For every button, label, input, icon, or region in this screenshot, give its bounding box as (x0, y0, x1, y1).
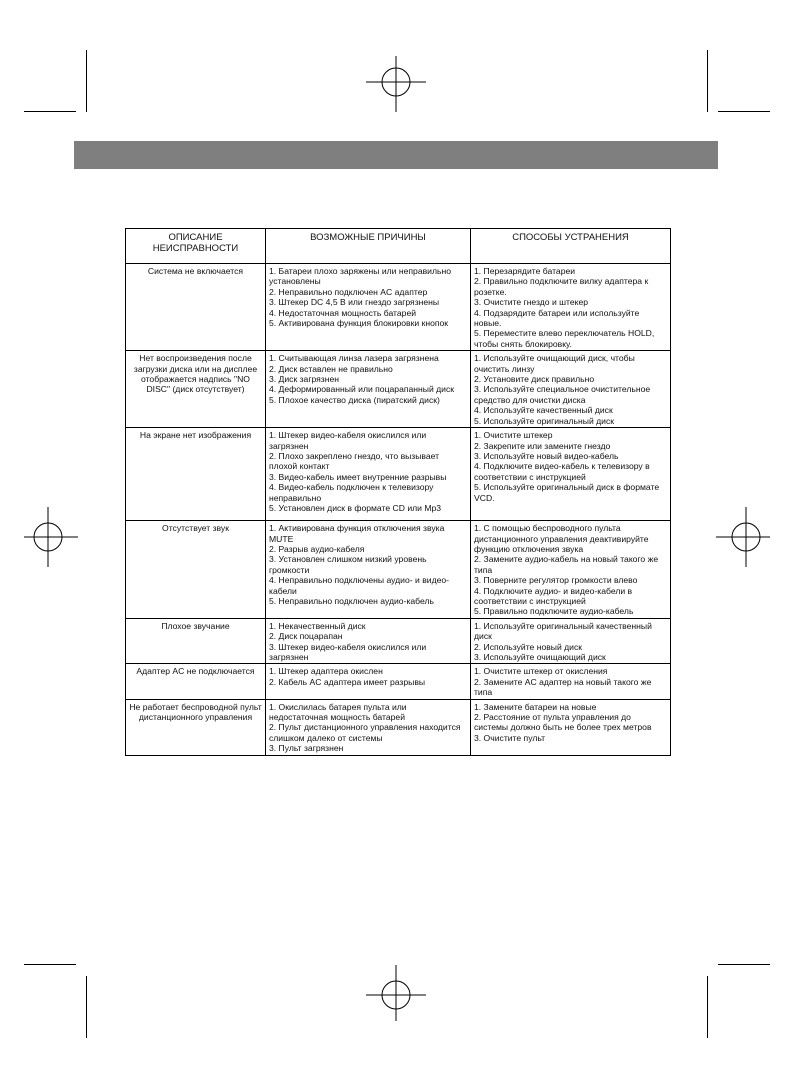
list-item: 5. Правильно подключите аудио-кабель (474, 606, 634, 617)
list-item: 1. С помощью беспроводного пульта дистанционного управления деактивируйте функцию отключения звука (474, 523, 649, 554)
table-row (126, 664, 671, 699)
solutions-cell (471, 521, 671, 619)
causes-list (269, 621, 467, 663)
solutions-list (474, 621, 667, 663)
causes-list (269, 353, 467, 405)
list-item: 3. Поверните регулятор громкости влево (474, 575, 638, 586)
solutions-list (474, 430, 667, 503)
causes-cell (266, 699, 471, 755)
solutions-list (474, 523, 667, 617)
crop-mark (707, 976, 708, 1038)
list-item: 2. Закрепите или замените гнездо (474, 440, 611, 451)
solutions-list (474, 353, 667, 426)
list-item: 1. Очистите штекер от окисления (474, 666, 608, 677)
solutions-cell (471, 699, 671, 755)
list-item: 2. Диск поцарапан (269, 631, 343, 642)
causes-list (269, 266, 467, 328)
list-item: 1. Используйте оригинальный качественный диск (474, 620, 652, 642)
list-item: 4. Подключите видео-кабель к телевизору в соответствии с инструкцией (474, 461, 650, 482)
causes-list (269, 523, 467, 606)
list-item: 2. Плохо закреплено гнездо, что вызывает плохой контакт (269, 450, 440, 472)
causes-cell (266, 521, 471, 619)
troubleshooting-table (125, 228, 671, 756)
list-item: 2. Правильно подключите вилку адаптера к розетке. (474, 276, 649, 297)
causes-cell (266, 664, 471, 699)
registration-mark-bottom (366, 965, 426, 1025)
problem-cell: Нет воспроизведения после загрузки диска или на дисплее отображается надпись "NO DISC" (диск отсутствует) (126, 351, 266, 428)
table-row (126, 521, 671, 619)
list-item: 4. Подключите аудио- и видео-кабели в соответствии с инструкцией (474, 585, 633, 606)
list-item: 4. Деформированный или поцарапанный диск (269, 384, 455, 395)
list-item: 5. Используйте оригинальный диск в формате VCD. (474, 482, 660, 503)
table-body (126, 264, 671, 756)
list-item: 2. Пульт дистанционного управления находится слишком далеко от системы (269, 722, 461, 743)
list-item: 1. Активирована функция отключения звука MUTE (269, 523, 445, 544)
solutions-cell (471, 428, 671, 521)
problem-cell: Адаптер AC не подключается (126, 664, 266, 699)
table-row (126, 618, 671, 664)
causes-cell (266, 618, 471, 664)
table-row (126, 699, 671, 755)
problem-cell: Система не включается (126, 264, 266, 351)
problem-cell: Не работает беспроводной пульт дистанционного управления (126, 699, 266, 755)
solutions-cell (471, 618, 671, 664)
list-item: 3. Очистите пульт (474, 732, 546, 743)
list-item: 2. Установите диск правильно (474, 374, 595, 385)
list-item: 4. Используйте качественный диск (474, 405, 613, 416)
list-item: 2. Используйте новый диск (474, 641, 583, 652)
list-item: 5. Переместите влево переключатель HOLD, чтобы снять блокировку. (474, 328, 655, 349)
table-row (126, 428, 671, 521)
list-item: 3. Штекер DC 4,5 В или гнездо загрязнены (269, 297, 440, 308)
list-item: 1. Замените батареи на новые (474, 701, 597, 712)
list-item: 3. Диск загрязнен (269, 374, 340, 385)
list-item: 3. Используйте очищающий диск (474, 651, 606, 662)
crop-mark (24, 111, 76, 112)
crop-mark (707, 50, 708, 112)
list-item: 5. Плохое качество диска (пиратский диск) (269, 394, 440, 405)
list-item: 5. Неправильно подключен аудио-кабель (269, 595, 434, 606)
list-item: 1. Перезарядите батареи (474, 266, 576, 276)
list-item: 5. Активирована функция блокировки кнопок (269, 318, 449, 329)
crop-mark (86, 976, 87, 1038)
solutions-cell (471, 351, 671, 428)
list-item: 4. Неправильно подключены аудио- и видео-кабели (269, 575, 450, 596)
list-item: 1. Батареи плохо заряжены или неправильно установлены (269, 266, 451, 287)
list-item: 3. Очистите гнездо и штекер (474, 297, 589, 308)
problem-cell: Отсутствует звук (126, 521, 266, 619)
crop-mark (24, 964, 76, 965)
list-item: 2. Замените AC адаптер на новый такого же типа (474, 676, 652, 698)
list-item: 3. Пульт загрязнен (269, 743, 344, 754)
list-item: 5. Используйте оригинальный диск (474, 415, 615, 426)
list-item: 1. Окислилась батарея пульта или недостаточная мощность батарей (269, 701, 407, 722)
registration-mark-right (716, 507, 776, 567)
registration-mark-top (366, 52, 426, 112)
solutions-list (474, 702, 667, 744)
problem-cell: Плохое звучание (126, 618, 266, 664)
list-item: 4. Недостаточная мощность батарей (269, 307, 417, 318)
table-row (126, 264, 671, 351)
list-item: 2. Кабель AC адаптера имеет разрывы (269, 676, 426, 687)
list-item: 2. Замените аудио-кабель на новый такого же типа (474, 554, 659, 575)
list-item: 3. Штекер видео-кабеля окислился или загрязнен (269, 641, 427, 662)
causes-list (269, 430, 467, 513)
solutions-cell (471, 264, 671, 351)
causes-cell (266, 428, 471, 521)
section-header-bar (74, 141, 718, 169)
list-item: 1. Считывающая линза лазера загрязнена (269, 353, 439, 364)
crop-mark (86, 50, 87, 112)
registration-mark-left (18, 507, 78, 567)
table-row (126, 351, 671, 428)
causes-cell (266, 351, 471, 428)
list-item: 4. Видео-кабель подключен к телевизору неправильно (269, 482, 434, 503)
list-item: 3. Используйте новый видео-кабель (474, 450, 619, 461)
list-item: 3. Используйте специальное очистительное средство для очистки диска (474, 384, 651, 405)
causes-list (269, 666, 467, 687)
list-item: 1. Некачественный диск (269, 620, 366, 631)
list-item: 1. Штекер адаптера окислен (269, 666, 383, 677)
causes-cell (266, 264, 471, 351)
crop-mark (718, 964, 770, 965)
list-item: 3. Установлен слишком низкий уровень громкости (269, 554, 427, 575)
causes-list (269, 702, 467, 754)
solutions-cell (471, 664, 671, 699)
solutions-list (474, 666, 667, 697)
list-item: 5. Установлен диск в формате CD или Mp3 (269, 502, 442, 513)
list-item: 2. Расстояние от пульта управления до системы должно быть не более трех метров (474, 712, 652, 733)
list-item: 1. Очистите штекер (474, 430, 553, 441)
list-item: 3. Видео-кабель имеет внутренние разрывы (269, 471, 447, 482)
problem-cell: На экране нет изображения (126, 428, 266, 521)
list-item: 2. Разрыв аудио-кабеля (269, 543, 365, 554)
list-item: 2. Диск вставлен не правильно (269, 363, 393, 374)
column-header-causes: ВОЗМОЖНЫЕ ПРИЧИНЫ (266, 229, 471, 264)
list-item: 4. Подзарядите батареи или используйте новые. (474, 307, 640, 329)
list-item: 1. Штекер видео-кабеля окислился или загрязнен (269, 430, 427, 451)
column-header-problem: ОПИСАНИЕ НЕИСПРАВНОСТИ (126, 229, 266, 264)
list-item: 2. Неправильно подключен AC адаптер (269, 286, 428, 297)
crop-mark (718, 111, 770, 112)
list-item: 1. Используйте очищающий диск, чтобы очистить линзу (474, 353, 635, 374)
column-header-solutions: СПОСОБЫ УСТРАНЕНИЯ (471, 229, 671, 264)
table-header-row (126, 229, 671, 264)
solutions-list (474, 266, 667, 349)
